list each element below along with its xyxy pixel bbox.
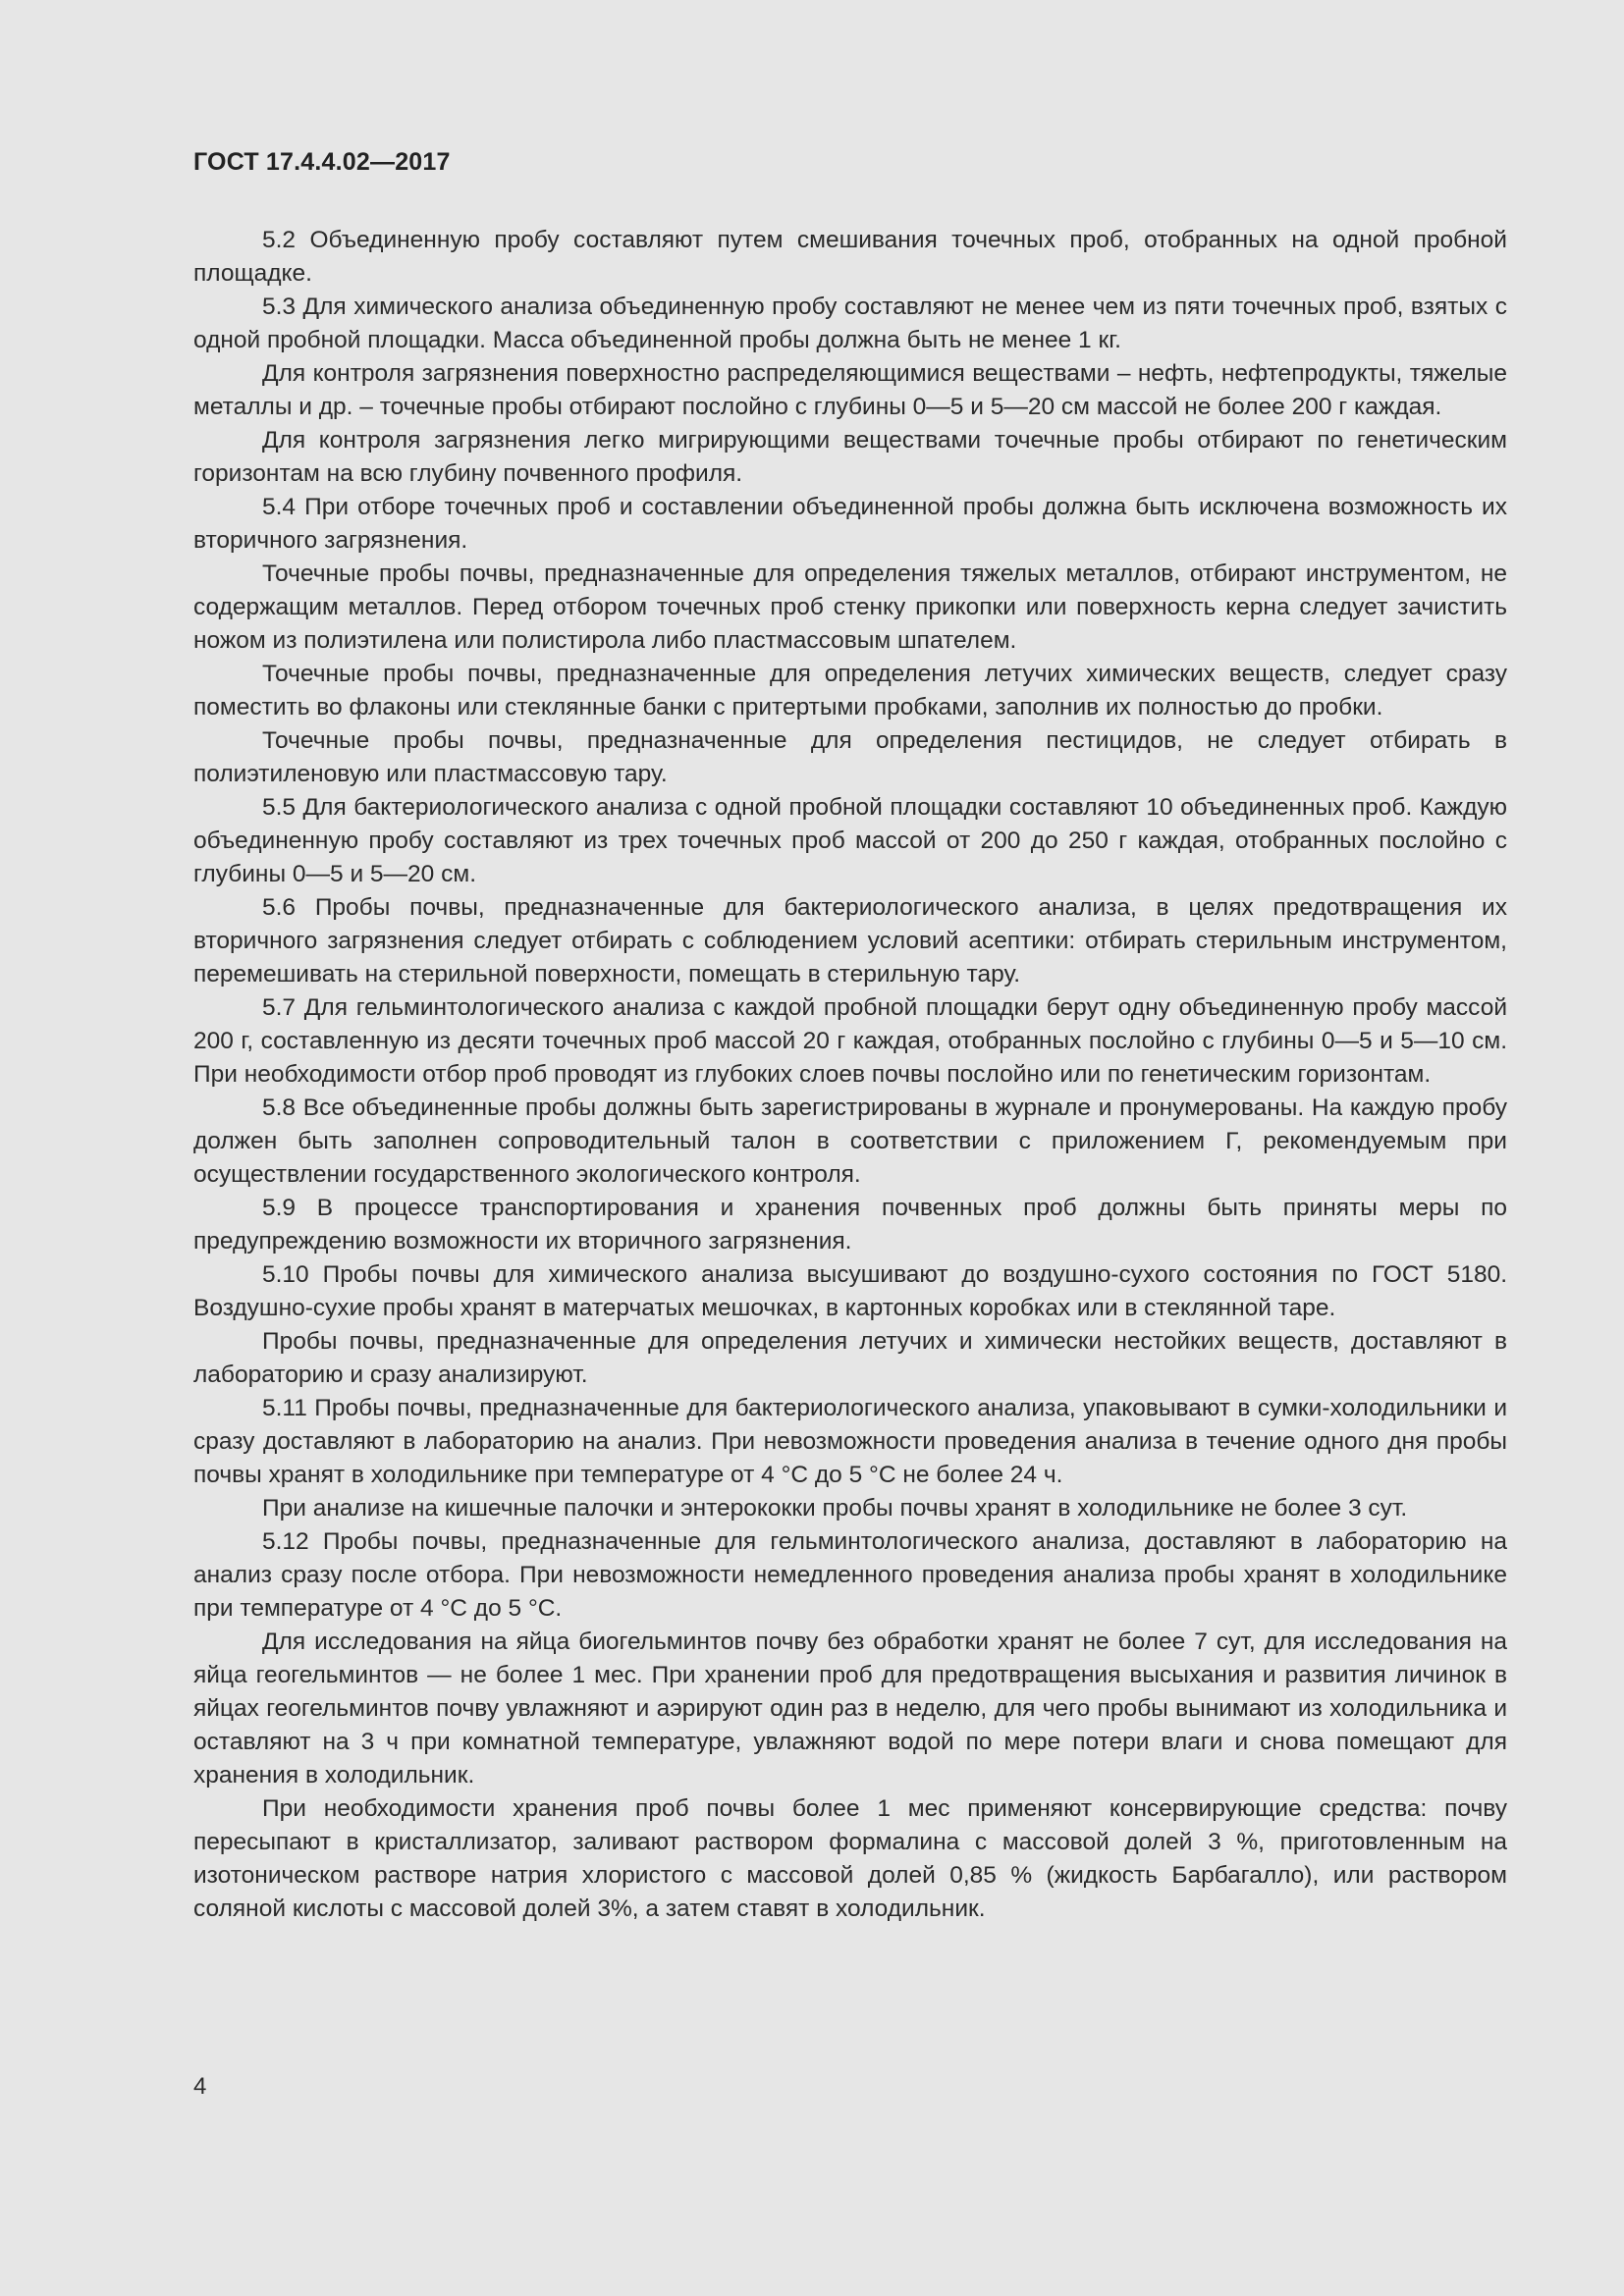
paragraph: 5.4 При отборе точечных проб и составлении объединенной пробы должна быть исключена возможность их вторичного загрязнения. xyxy=(193,494,1507,554)
paragraph: 5.10 Пробы почвы для химического анализа высушивают до воздушно-сухого состояния по ГОСТ 5180. Воздушно-сухие пробы хранят в матерчатых мешочках, в картонных коробках или в стеклянной таре. xyxy=(193,1261,1507,1321)
paragraph: 5.8 Все объединенные пробы должны быть зарегистрированы в журнале и пронумерованы. На каждую пробу должен быть заполнен сопроводительный талон в соответствии с приложением Г, рекомендуемым при осуществлении государственного экологического контроля. xyxy=(193,1095,1507,1188)
document-header: ГОСТ 17.4.4.02—2017 xyxy=(193,148,451,176)
paragraph: 5.5 Для бактериологического анализа с одной пробной площадки составляют 10 объединенных проб. Каждую объединенную пробу составляют из трех точечных проб массой от 200 до 250 г каждая, отобранных послойно с глубины 0—5 и 5—20 см. xyxy=(193,794,1507,887)
paragraph: Для исследования на яйца биогельминтов почву без обработки хранят не более 7 сут, для исследования на яйца геогельминтов — не более 1 мес. При хранении проб для предотвращения высыхания и развития личинок в яйцах геогельминтов почву увлажняют и аэрируют один раз в неделю, для чего пробы вынимают из холодильника и оставляют на 3 ч при комнатной температуре, увлажняют водой по мере потери влаги и снова помещают для хранения в холодильник. xyxy=(193,1629,1507,1789)
document-body xyxy=(193,224,1507,1926)
paragraph: Точечные пробы почвы, предназначенные для определения летучих химических веществ, следует сразу поместить во флаконы или стеклянные банки с притертыми пробками, заполнив их полностью до пробки. xyxy=(193,661,1507,721)
paragraph: 5.3 Для химического анализа объединенную пробу составляют не менее чем из пяти точечных проб, взятых с одной пробной площадки. Масса объединенной пробы должна быть не менее 1 кг. xyxy=(193,294,1507,353)
paragraph: Пробы почвы, предназначенные для определения летучих и химически нестойких веществ, доставляют в лабораторию и сразу анализируют. xyxy=(193,1328,1507,1388)
paragraph: Точечные пробы почвы, предназначенные для определения тяжелых металлов, отбирают инструментом, не содержащим металлов. Перед отбором точечных проб стенку прикопки или поверхность керна следует зачистить ножом из полиэтилена или полистирола либо пластмассовым шпателем. xyxy=(193,561,1507,654)
paragraph: 5.6 Пробы почвы, предназначенные для бактериологического анализа, в целях предотвращения их вторичного загрязнения следует отбирать с соблюдением условий асептики: отбирать стерильным инструментом, перемешивать на стерильной поверхности, помещать в стерильную тару. xyxy=(193,894,1507,988)
paragraph: Для контроля загрязнения легко мигрирующими веществами точечные пробы отбирают по генетическим горизонтам на всю глубину почвенного профиля. xyxy=(193,427,1507,487)
paragraph: 5.9 В процессе транспортирования и хранения почвенных проб должны быть приняты меры по предупреждению возможности их вторичного загрязнения. xyxy=(193,1195,1507,1255)
page-number: 4 xyxy=(193,2073,207,2100)
paragraph: 5.2 Объединенную пробу составляют путем смешивания точечных проб, отобранных на одной пробной площадке. xyxy=(193,227,1507,287)
paragraph: Точечные пробы почвы, предназначенные для определения пестицидов, не следует отбирать в полиэтиленовую или пластмассовую тару. xyxy=(193,727,1507,787)
paragraph: 5.11 Пробы почвы, предназначенные для бактериологического анализа, упаковывают в сумки-холодильники и сразу доставляют в лабораторию на анализ. При невозможности проведения анализа в течение одного дня пробы почвы хранят в холодильнике при температуре от 4 °С до 5 °С не более 24 ч. xyxy=(193,1395,1507,1488)
paragraph: Для контроля загрязнения поверхностно распределяющимися веществами – нефть, нефтепродукты, тяжелые металлы и др. – точечные пробы отбирают послойно с глубины 0—5 и 5—20 см массой не более 200 г каждая. xyxy=(193,360,1507,420)
paragraph: 5.7 Для гельминтологического анализа с каждой пробной площадки берут одну объединенную пробу массой 200 г, составленную из десяти точечных проб массой 20 г каждая, отобранных послойно с глубины 0—5 и 5—10 см. При необходимости отбор проб проводят из глубоких слоев почвы послойно или по генетическим горизонтам. xyxy=(193,994,1507,1088)
paragraph: При анализе на кишечные палочки и энтерококки пробы почвы хранят в холодильнике не более 3 сут. xyxy=(262,1495,1408,1522)
paragraph: 5.12 Пробы почвы, предназначенные для гельминтологического анализа, доставляют в лабораторию на анализ сразу после отбора. При невозможности немедленного проведения анализа пробы хранят в холодильнике при температуре от 4 °С до 5 °С. xyxy=(193,1528,1507,1622)
paragraph: При необходимости хранения проб почвы более 1 мес применяют консервирующие средства: почву пересыпают в кристаллизатор, заливают раствором формалина с массовой долей 3 %, приготовленным на изотоническом растворе натрия хлористого с массовой долей 0,85 % (жидкость Барбагалло), или раствором соляной кислоты с массовой долей 3%, а затем ставят в холодильник. xyxy=(193,1795,1507,1922)
